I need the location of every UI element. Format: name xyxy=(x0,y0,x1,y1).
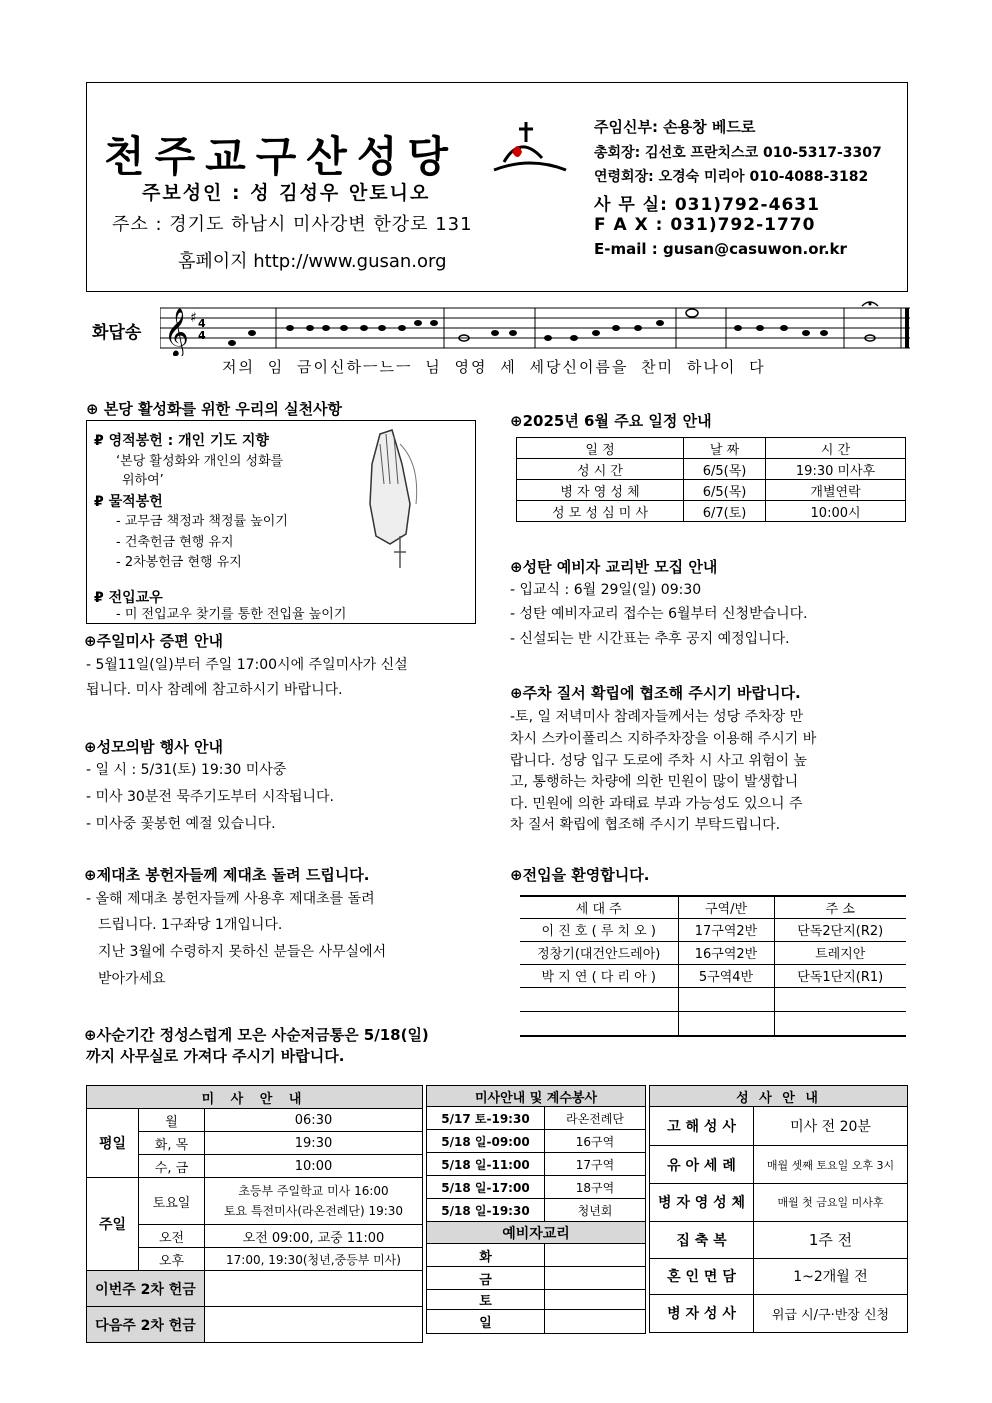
table-cell: 10:00시 xyxy=(766,501,906,522)
office-phone: 사 무 실: 031)792-4631 xyxy=(594,195,820,215)
hymn-lyrics: 저의 임 금이신하ㅡ느ㅡ 님 영영 세 세당신이름을 찬미 하나이 다 xyxy=(222,358,766,376)
service-group: 라온전례단 xyxy=(545,1107,646,1130)
spiritual-line-2: 위하여’ xyxy=(122,473,164,488)
mass-time: 19:30 xyxy=(205,1132,423,1155)
schedule-header: 일 정 xyxy=(517,438,684,459)
next-week-offering-value xyxy=(205,1307,423,1343)
catechism-day: 토 xyxy=(427,1290,545,1310)
weekday-label: 평일 xyxy=(87,1109,139,1178)
table-cell: 19:30 미사후 xyxy=(766,459,906,480)
welcome-table xyxy=(520,895,906,1037)
service-group: 18구역 xyxy=(545,1176,646,1199)
saturday-time-1: 초등부 주일학교 미사 16:00 xyxy=(238,1184,389,1198)
sacrament-name: 고 해 성 사 xyxy=(650,1107,754,1146)
sunday-label: 주일 xyxy=(87,1178,139,1271)
mary-event-line-3: - 미사중 꽃봉헌 예절 있습니다. xyxy=(86,816,276,832)
mary-event-title: ⊕성모의밤 행사 안내 xyxy=(84,738,223,756)
service-date: 5/17 토-19:30 xyxy=(427,1107,545,1130)
sacrament-name: 집 축 복 xyxy=(650,1221,754,1258)
mary-event-line-1: - 일 시 : 5/31(토) 19:30 미사중 xyxy=(86,762,287,778)
table-cell: 단독1단지(R1) xyxy=(774,964,906,987)
sacrament-name: 유 아 세 례 xyxy=(650,1146,754,1184)
afternoon-label: 오후 xyxy=(139,1248,205,1271)
president: 총회장: 김선호 프란치스코 010-5317-3307 xyxy=(594,145,882,161)
service-group: 17구역 xyxy=(545,1153,646,1176)
table-cell: 병 자 영 성 체 xyxy=(517,480,684,501)
sunday-mass-line-2: 됩니다. 미사 참례에 참고하시기 바랍니다. xyxy=(86,682,343,698)
mass-day: 월 xyxy=(139,1109,205,1132)
material-line-2: - 건축헌금 현행 유지 xyxy=(116,535,234,550)
schedule-header: 시 간 xyxy=(766,438,906,459)
schedule-header: 날 짜 xyxy=(684,438,766,459)
welcome-title: ⊕전입을 환영합니다. xyxy=(510,866,650,884)
catechism-day: 화 xyxy=(427,1244,545,1267)
table-cell: 단독2단지(R2) xyxy=(774,918,906,941)
sunday-mass-line-1: - 5월11일(일)부터 주일 17:00시에 주일미사가 신설 xyxy=(86,657,408,673)
mary-event-line-2: - 미사 30분전 묵주기도부터 시작됩니다. xyxy=(86,789,334,805)
sacrament-value: 위급 시/구·반장 신청 xyxy=(754,1294,908,1332)
sacrament-value: 1~2개월 전 xyxy=(754,1258,908,1294)
parking-line: 다. 민원에 의한 과태료 부과 가능성도 있으니 주 xyxy=(510,796,803,812)
table-cell: 트레지안 xyxy=(774,941,906,964)
catechism-day-value xyxy=(545,1244,646,1267)
service-group: 16구역 xyxy=(545,1130,646,1153)
catechism-day: 금 xyxy=(427,1267,545,1290)
parking-line: 차 질서 확립에 협조해 주시기 부탁드립니다. xyxy=(510,817,781,833)
parking-title: ⊕주차 질서 확립에 협조해 주시기 바랍니다. xyxy=(510,684,801,702)
table-cell: 6/7(토) xyxy=(684,501,766,522)
table-cell: 이 진 호 ( 루 치 오 ) xyxy=(520,918,678,941)
june-schedule-table xyxy=(516,437,906,522)
union-president: 연령회장: 오경숙 미리아 010-4088-3182 xyxy=(594,169,869,185)
material-line-1: - 교무금 책정과 책정률 높이기 xyxy=(116,514,288,529)
material-line-3: - 2차봉헌금 현행 유지 xyxy=(116,555,242,570)
table-cell xyxy=(678,1011,774,1036)
sacrament-value: 매월 셋째 토요일 오후 3시 xyxy=(754,1146,908,1184)
saturday-time-2: 토요 특전미사(라온전례단) 19:30 xyxy=(223,1204,404,1218)
catechism-day-value xyxy=(545,1310,646,1334)
saturday-label: 토요일 xyxy=(139,1178,205,1225)
pastor: 주임신부: 손용창 베드로 xyxy=(594,118,756,136)
this-week-offering-value xyxy=(205,1271,423,1307)
table-cell: 5구역4반 xyxy=(678,964,774,987)
welcome-header: 주 소 xyxy=(774,896,906,918)
material-title: ₽ 물적봉헌 xyxy=(94,494,163,510)
mass-info-table xyxy=(86,1085,423,1343)
sacrament-name: 병 자 영 성 체 xyxy=(650,1184,754,1221)
candle-line-4: 받아가세요 xyxy=(98,971,166,987)
catechism-day: 일 xyxy=(427,1310,545,1334)
sacrament-name: 혼 인 면 담 xyxy=(650,1258,754,1294)
parking-line: 랍니다. 성당 입구 도로에 주차 시 사고 위험이 높 xyxy=(510,753,808,769)
catechism-line-3: - 신설되는 반 시간표는 추후 공지 예정입니다. xyxy=(510,631,790,647)
next-week-offering-label: 다음주 2차 헌금 xyxy=(87,1307,205,1343)
mass-info-title: 미 사 안 내 xyxy=(87,1086,423,1109)
sunday-mass-title: ⊕주일미사 증편 안내 xyxy=(84,632,223,650)
church-name: 천주교구산성당 xyxy=(104,132,459,181)
catechism-day-value xyxy=(545,1267,646,1290)
church-logo-icon xyxy=(490,118,570,178)
service-group: 청년회 xyxy=(545,1199,646,1222)
sacrament-value: 미사 전 20분 xyxy=(754,1107,908,1146)
service-table xyxy=(426,1085,646,1334)
catechism-line-1: - 입교식 : 6월 29일(일) 09:30 xyxy=(510,582,702,598)
svg-text:♯: ♯ xyxy=(190,310,197,326)
lent-line-2: 까지 사무실로 가져다 주시기 바랍니다. xyxy=(86,1047,345,1065)
transfer-line-1: - 미 전입교우 찾기를 통한 전입율 높이기 xyxy=(116,607,347,622)
spiritual-title: ₽ 영적봉헌 : 개인 기도 지향 xyxy=(94,433,269,449)
fax: F A X : 031)792-1770 xyxy=(594,215,816,235)
table-cell xyxy=(774,987,906,1011)
table-cell xyxy=(774,1011,906,1036)
mass-day: 화, 목 xyxy=(139,1132,205,1155)
patron-saint: 주보성인 : 성 김성우 안토니오 xyxy=(142,182,431,204)
catechism-day-title: 예비자교리 xyxy=(427,1222,646,1244)
catechism-title: ⊕성탄 예비자 교리반 모집 안내 xyxy=(510,558,718,576)
practice-title: ⊕ 본당 활성화를 위한 우리의 실천사항 xyxy=(86,400,343,418)
service-date: 5/18 일-09:00 xyxy=(427,1130,545,1153)
catechism-line-2: - 성탄 예비자교리 접수는 6월부터 신청받습니다. xyxy=(510,606,808,622)
sacrament-value: 1주 전 xyxy=(754,1221,908,1258)
candle-line-1: - 올해 제대초 봉헌자들께 사용후 제대초를 돌려 xyxy=(86,891,375,907)
table-cell xyxy=(678,987,774,1011)
service-date: 5/18 일-19:30 xyxy=(427,1199,545,1222)
table-cell: 개별연락 xyxy=(766,480,906,501)
svg-text:4: 4 xyxy=(198,329,206,342)
spiritual-line-1: ‘본당 활성화와 개인의 성화를 xyxy=(116,454,284,469)
svg-text:𝄞: 𝄞 xyxy=(164,307,189,356)
candle-title: ⊕제대초 봉헌자들께 제대초 돌려 드립니다. xyxy=(84,866,370,884)
sacrament-table xyxy=(649,1085,908,1333)
welcome-header: 구역/반 xyxy=(678,896,774,918)
sacrament-name: 병 자 성 사 xyxy=(650,1294,754,1332)
service-date: 5/18 일-17:00 xyxy=(427,1176,545,1199)
mass-time: 06:30 xyxy=(205,1109,423,1132)
morning-times: 오전 09:00, 교중 11:00 xyxy=(205,1225,423,1248)
table-cell: 성 모 성 심 미 사 xyxy=(517,501,684,522)
june-schedule-title: ⊕2025년 6월 주요 일정 안내 xyxy=(510,412,712,430)
candle-line-2: 드립니다. 1구좌당 1개입니다. xyxy=(98,917,283,933)
table-cell: 6/5(목) xyxy=(684,459,766,480)
parking-line: 고, 통행하는 차량에 의한 민원이 많이 발생합니 xyxy=(510,774,799,790)
welcome-header: 세 대 주 xyxy=(520,896,678,918)
parking-line: 차시 스카이폴리스 지하주차장을 이용해 주시기 바 xyxy=(510,731,817,747)
svg-text:4: 4 xyxy=(198,317,206,330)
hymn-label: 화답송 xyxy=(92,323,142,343)
morning-label: 오전 xyxy=(139,1225,205,1248)
homepage-link[interactable]: 홈페이지 http://www.gusan.org xyxy=(178,251,447,272)
afternoon-times: 17:00, 19:30(청년,중등부 미사) xyxy=(205,1248,423,1271)
email[interactable]: E-mail : gusan@casuwon.or.kr xyxy=(594,240,847,258)
table-cell xyxy=(520,987,678,1011)
catechism-day-value xyxy=(545,1290,646,1310)
table-cell: 16구역2반 xyxy=(678,941,774,964)
parking-line: -토, 일 저녁미사 참례자들께서는 성당 주차장 만 xyxy=(510,709,804,725)
table-cell xyxy=(520,1011,678,1036)
this-week-offering-label: 이번주 2차 헌금 xyxy=(87,1271,205,1307)
address: 주소 : 경기도 하남시 미사강변 한강로 131 xyxy=(112,214,473,235)
sacrament-title: 성 사 안 내 xyxy=(650,1086,908,1107)
music-staff xyxy=(160,300,912,356)
service-date: 5/18 일-11:00 xyxy=(427,1153,545,1176)
praying-hands-icon xyxy=(350,424,430,574)
service-title: 미사안내 및 계수봉사 xyxy=(427,1086,646,1107)
transfer-title: ₽ 전입교우 xyxy=(94,590,163,606)
sacrament-value: 매월 첫 금요일 미사후 xyxy=(754,1184,908,1221)
lent-line-1: ⊕사순기간 정성스럽게 모은 사순저금통은 5/18(일) xyxy=(84,1026,429,1044)
table-cell: 6/5(목) xyxy=(684,480,766,501)
mass-time: 10:00 xyxy=(205,1155,423,1178)
candle-line-3: 지난 3월에 수령하지 못하신 분들은 사무실에서 xyxy=(98,944,387,960)
table-cell: 박 지 연 ( 다 리 아 ) xyxy=(520,964,678,987)
table-cell: 17구역2반 xyxy=(678,918,774,941)
table-cell: 성 시 간 xyxy=(517,459,684,480)
mass-day: 수, 금 xyxy=(139,1155,205,1178)
saturday-times xyxy=(205,1178,423,1225)
table-cell: 정창기(대건안드레아) xyxy=(520,941,678,964)
